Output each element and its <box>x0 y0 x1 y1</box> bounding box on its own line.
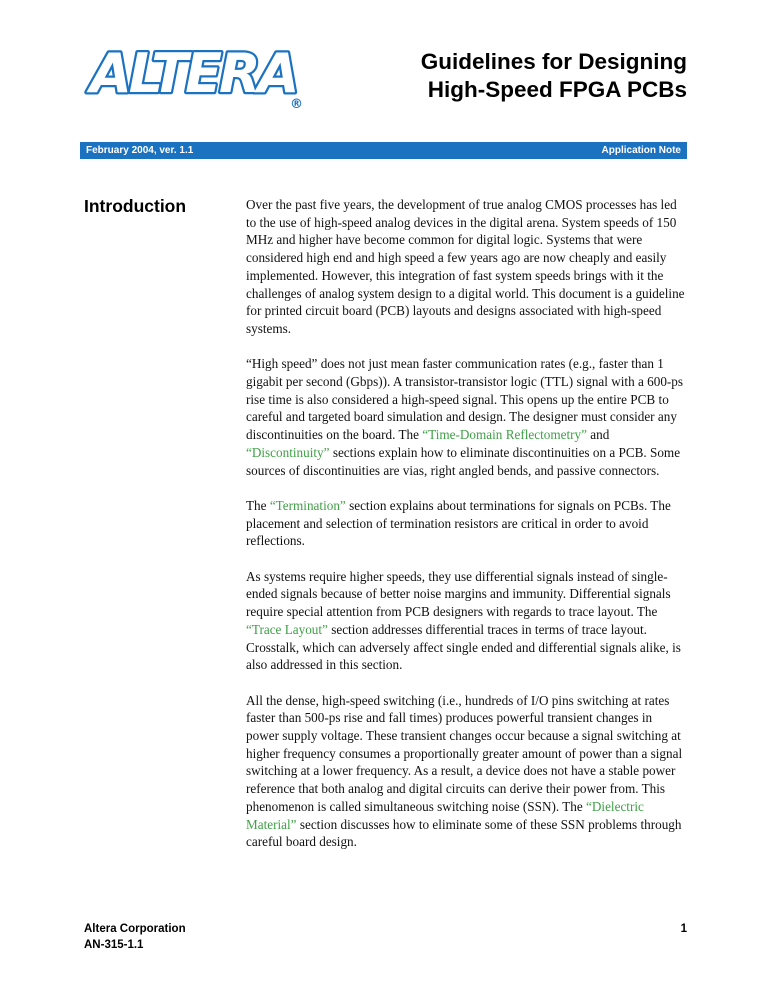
section-link[interactable]: “Termination” <box>269 497 346 513</box>
page-number: 1 <box>680 923 687 935</box>
doc-date-version: February 2004, ver. 1.1 <box>86 145 194 156</box>
paragraph-text: section addresses differential traces in terms of trace layout. Crosstalk, which can adversely affect single ended and differential signals alike, is also addressed in this section. <box>246 621 681 673</box>
section-link[interactable]: “Dielectric Material” <box>246 798 644 832</box>
body-paragraph <box>246 568 687 674</box>
paragraph-text: “High speed” does not just mean faster communication rates (e.g., faster than 1 gigabit per second (Gbps)). A transistor-transistor logic (TTL) signal with a 600-ps rise time is also considered a high-speed signal. This opens up the entire PCB to careful and targeted board simulation and design. The designer must consider any discontinuities on the board. The <box>246 356 684 443</box>
title-line-1: Guidelines for Designing <box>420 49 687 74</box>
paragraph-text: section discusses how to eliminate some of these SSN problems through careful board design. <box>246 816 682 850</box>
section-link[interactable]: “Trace Layout” <box>246 621 328 637</box>
page-header <box>84 40 687 112</box>
paragraph-text: section explains about terminations for signals on PCBs. The placement and selection of termination resistors are critical in order to avoid reflections. <box>246 497 671 549</box>
paragraph-text: sections explain how to eliminate discontinuities on a PCB. Some sources of discontinuities are vias, right angled bends, and passive connectors. <box>246 444 681 478</box>
paragraph-text: and <box>586 427 610 443</box>
section-column <box>84 196 246 216</box>
body-paragraph <box>246 355 687 479</box>
paragraph-text: Over the past five years, the development of true analog CMOS processes has led to the use of high-speed analog devices in the digital arena. System speeds of 150 MHz and higher have become common for digital logic. Systems that were considered high end and high speed a few years ago are now cheaply and easily implemented. However, this integration of fast system speeds brings with it the challenges of analog system design to a digital world. This document is a guideline for printed circuit board (PCB) layouts and designs associated with high-speed systems. <box>246 197 685 336</box>
section-link[interactable]: “Time-Domain Reflectometry” <box>422 427 587 443</box>
footer-left <box>84 921 186 953</box>
page-footer <box>84 921 687 953</box>
header-bar <box>80 142 687 159</box>
section-heading: Introduction <box>84 196 187 216</box>
main-content <box>84 196 687 851</box>
document-title <box>421 40 687 104</box>
footer-doc-id: AN-315-1.1 <box>84 939 144 951</box>
altera-logo <box>84 40 316 112</box>
body-paragraph <box>246 497 687 550</box>
body-text <box>246 196 687 851</box>
altera-logo-graphic <box>84 40 316 112</box>
altera-logo-text: ALTERA <box>90 42 297 105</box>
title-line-2: High-Speed FPGA PCBs <box>427 77 687 102</box>
body-paragraph <box>246 196 687 338</box>
footer-company: Altera Corporation <box>84 923 186 935</box>
paragraph-text: The <box>246 497 270 513</box>
paragraph-text: As systems require higher speeds, they use differential signals instead of single-ended signals because of better noise margins and immunity. Differential signals require special attention from PCB designers with regards to trace layout. The <box>246 568 671 620</box>
body-paragraph <box>246 692 687 851</box>
doc-type-label: Application Note <box>601 145 681 156</box>
registered-trademark-icon: ® <box>290 97 303 112</box>
section-link[interactable]: “Discontinuity” <box>246 444 330 460</box>
paragraph-text: All the dense, high-speed switching (i.e., hundreds of I/O pins switching at rates faster than 500-ps rise and fall times) produces powerful transient changes in power supply voltage. These transient changes occur because a signal switching at higher frequency consumes a proportionally greater amount of power than a signal switching at a lower frequency. As a result, a device does not have a stable power reference that both analog and digital circuits can derive their power from. This phenomenon is called simultaneous switching noise (SSN). The <box>246 692 683 814</box>
